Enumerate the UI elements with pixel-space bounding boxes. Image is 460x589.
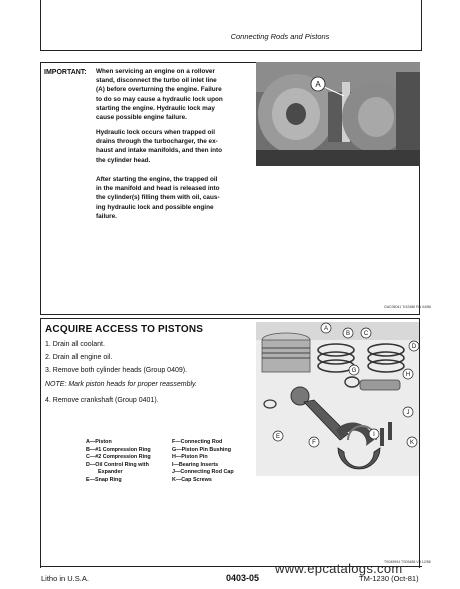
legend-item: A—Piston [86, 439, 112, 445]
note: NOTE: Mark piston heads for proper reassembly. [45, 381, 197, 388]
frame-right-top [421, 0, 422, 50]
callout-f: F [312, 440, 316, 446]
important-paragraph-3 [96, 175, 248, 221]
legend-item: D—Oil Control Ring with [86, 461, 149, 468]
important-paragraph-1 [96, 67, 248, 122]
legend-item: Expander [98, 469, 123, 476]
callout-c: C [363, 331, 369, 337]
text-line: drains through the turbocharger, the ex- [96, 138, 218, 146]
header-rule [40, 50, 422, 51]
important-label: IMPORTANT: [44, 69, 87, 76]
section-title: ACQUIRE ACCESS TO PISTONS [45, 324, 204, 335]
legend-item: J—Connecting Rod Cap [172, 469, 234, 476]
text-line: haust and intake manifolds, and then into [96, 147, 223, 155]
callout-k: K [409, 440, 415, 446]
text-line: cause possible engine failure. [96, 114, 187, 122]
text-line: the cylinder head. [96, 156, 151, 164]
footer-tm-number: TM-1230 (Oct-81) [359, 574, 419, 583]
legend-item: E—Snap Ring [86, 476, 122, 483]
legend-item: B—#1 Compression Ring [86, 446, 151, 453]
text-line: starting the engine. Hydraulic lock may [96, 104, 215, 112]
watermark: www.epcatalogs.com [275, 561, 403, 576]
text-line: ing hydraulic lock and possible engine [96, 203, 214, 211]
legend-item: C—#2 Compression Ring [86, 454, 151, 461]
text-line: in the manifold and head is released into [96, 185, 220, 193]
step-2: 2. Drain all engine oil. [45, 354, 113, 361]
text-line: the cylinder(s) filling them with oil, caus- [96, 194, 220, 202]
legend-item: I—Bearing Inserts [172, 461, 219, 468]
text-line: to do so may cause a hydraulic lock upon [96, 95, 223, 103]
step-4: 4. Remove crankshaft (Group 0401). [45, 397, 159, 404]
text-line: failure. [96, 212, 117, 220]
callout-h: H [405, 372, 411, 378]
legend-item: G—Piston Pin Bushing [172, 446, 231, 453]
text-line: (A) before overturning the engine. Failure [96, 86, 222, 94]
text-line: When servicing an engine on a rollover [96, 68, 215, 75]
text-line: After starting the engine, the trapped oil [96, 176, 218, 183]
callout-b: B [345, 331, 351, 337]
photo-caption-bottom: TS045994 TS05488 VB 12/86 [384, 560, 431, 564]
callout-a: A [315, 80, 321, 89]
legend-item: H—Piston Pin [172, 454, 208, 461]
text-line: Hydraulic lock occurs when trapped oil [96, 129, 215, 136]
footer-page-number: 0403-05 [226, 573, 260, 583]
turbocharger-photo [256, 62, 420, 166]
turbocharger-illustration [256, 62, 420, 166]
callout-e: E [275, 434, 281, 440]
callout-j: J [406, 410, 410, 416]
footer-litho: Litho in U.S.A. [41, 574, 89, 583]
step-3: 3. Remove both cylinder heads (Group 0409). [45, 367, 188, 374]
photo-caption-top: GAC05041 Tr32486 RN 04/86 [384, 305, 431, 309]
important-paragraph-2 [96, 128, 248, 165]
callout-a: A [323, 326, 329, 332]
legend-item: K—Cap Screws [172, 476, 212, 483]
page-title: Connecting Rods and Pistons [230, 32, 330, 41]
callout-d: D [411, 344, 417, 350]
text-line: stand, disconnect the turbo oil inlet line [96, 77, 217, 85]
legend-item: F—Connecting Rod [172, 439, 223, 445]
frame-left-top [40, 0, 41, 50]
acquire-box [40, 318, 420, 568]
callout-i: I [373, 432, 375, 438]
step-1: 1. Drain all coolant. [45, 341, 105, 348]
callout-g: G [351, 368, 357, 374]
